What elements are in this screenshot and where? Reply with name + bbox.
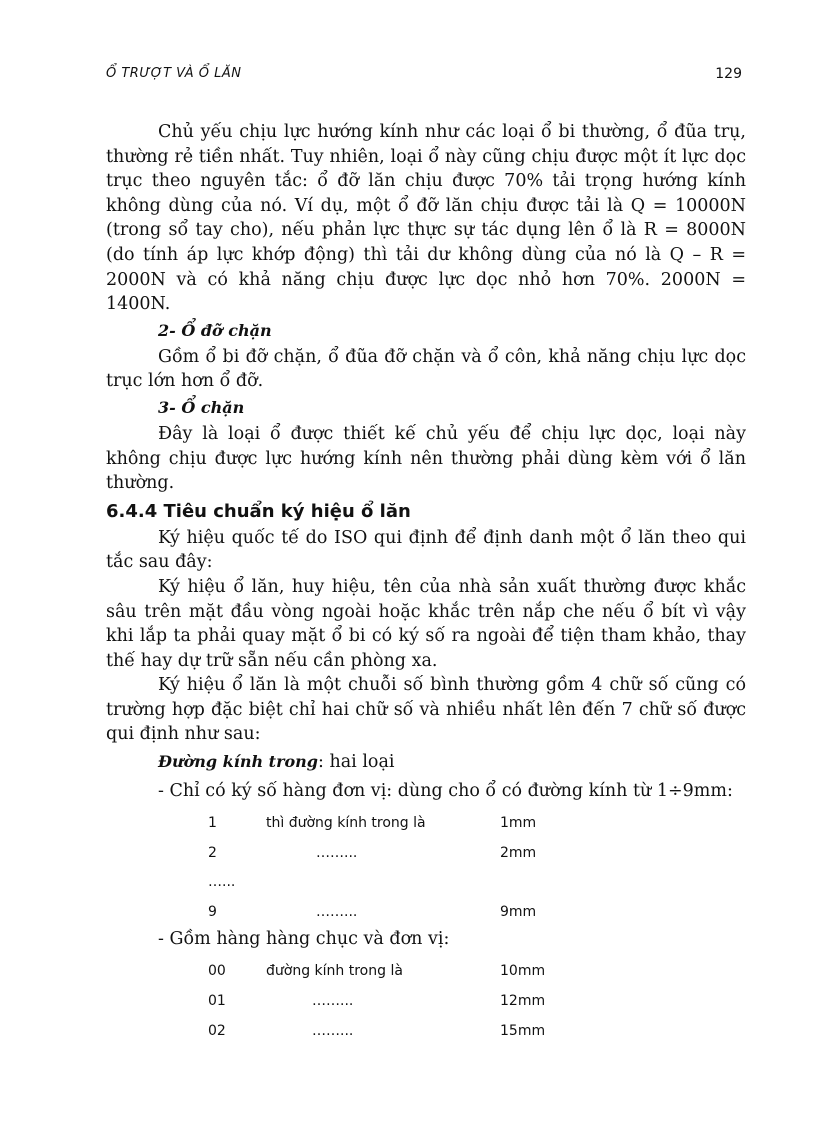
diameter-line	[106, 749, 746, 775]
row-value: 2mm	[500, 844, 537, 861]
table-row	[208, 1013, 768, 1043]
section-644-heading: 6.4.4 Tiêu chuẩn ký hiệu ổ lăn	[106, 500, 411, 522]
row-desc: ……...	[312, 1023, 354, 1040]
page-header	[106, 66, 742, 88]
row-value: 9mm	[500, 903, 537, 920]
section-644-para-2: Ký hiệu ổ lăn, huy hiệu, tên của nhà sản xuất thường được khắc sâu trên mặt đầu vòng ngoài hoặc khắc trên nắp che nếu ổ bít vì vậy khi lắp ta phải quay mặt ổ bi có ký số ra ngoài để tiện tham khảo, thay thế hay dự trữ sẵn nếu cần phòng xa.	[106, 576, 746, 671]
section-644-para-1: Ký hiệu quốc tế do ISO qui định để định danh một ổ lăn theo qui tắc sau đây:	[106, 527, 746, 573]
section-644-para-3: Ký hiệu ổ lăn là một chuỗi số bình thường gồm 4 chữ số cũng có trường hợp đặc biệt chỉ hai chữ số và nhiều nhất lên đến 7 chữ số được qui định như sau:	[106, 675, 746, 745]
page-number: 129	[715, 66, 742, 82]
intro-paragraph: Chủ yếu chịu lực hướng kính như các loại ổ bi thường, ổ đũa trụ, thường rẻ tiền nhất. Tuy nhiên, loại ổ này cũng chịu được một ít lực dọc trục theo nguyên tắc: ổ đỡ lăn chịu được 70% tải trọng hướng kính không dùng của nó. Ví dụ, một ổ đỡ lăn chịu được tải là Q = 10000N (trong sổ tay cho), nếu phản lực thực sự tác dụng lên ổ là R = 8000N (do tính áp lực khớp động) thì tải dư không dùng của nó là Q – R = 2000N và có khả năng chịu được lực dọc nhỏ hơn 70%. 2000N = 1400N.	[106, 122, 746, 315]
row-code: 02	[208, 1023, 226, 1040]
table-row	[208, 894, 768, 924]
row-desc: ……...	[316, 844, 358, 861]
row-value: 1mm	[500, 815, 537, 832]
table-row	[208, 953, 768, 983]
row-value: 12mm	[500, 993, 546, 1010]
row-value: 10mm	[500, 963, 546, 980]
units-table	[208, 805, 768, 923]
section-2-heading: 2- Ổ đỡ chặn	[158, 320, 272, 340]
row-code: 01	[208, 993, 226, 1010]
table-row	[208, 983, 768, 1013]
row-code: 9	[208, 903, 217, 920]
row-code: 1	[208, 815, 217, 832]
row-code: 00	[208, 963, 226, 980]
table-row	[208, 805, 768, 835]
section-3-heading: 3- Ổ chặn	[158, 397, 245, 417]
row-code: …...	[208, 874, 236, 891]
section-2-text: Gồm ổ bi đỡ chặn, ổ đũa đỡ chặn và ổ côn, khả năng chịu lực dọc trục lớn hơn ổ đỡ.	[106, 346, 746, 392]
running-title: Ổ TRƯỢT VÀ Ổ LĂN	[106, 66, 242, 81]
section-3-text: Đây là loại ổ được thiết kế chủ yếu để chịu lực dọc, loại này không chịu được lực hướng kính nên thường phải dùng kèm với ổ lăn thường.	[106, 423, 746, 494]
tens-intro: - Gồm hàng hàng chục và đơn vị:	[158, 929, 450, 950]
tens-table	[208, 953, 768, 1043]
table-row	[208, 835, 768, 865]
row-desc: ……...	[316, 903, 358, 920]
diameter-title: Đường kính trong	[158, 752, 318, 772]
units-intro: - Chỉ có ký số hàng đơn vị: dùng cho ổ có đường kính từ 1÷9mm:	[158, 781, 733, 802]
table-row	[208, 864, 768, 894]
page-body	[106, 120, 746, 1043]
row-desc: đường kính trong là	[266, 963, 403, 980]
row-value: 15mm	[500, 1023, 546, 1040]
row-desc: ……...	[312, 993, 354, 1010]
row-desc: thì đường kính trong là	[266, 815, 426, 832]
diameter-suffix: : hai loại	[318, 752, 395, 773]
row-code: 2	[208, 844, 217, 861]
